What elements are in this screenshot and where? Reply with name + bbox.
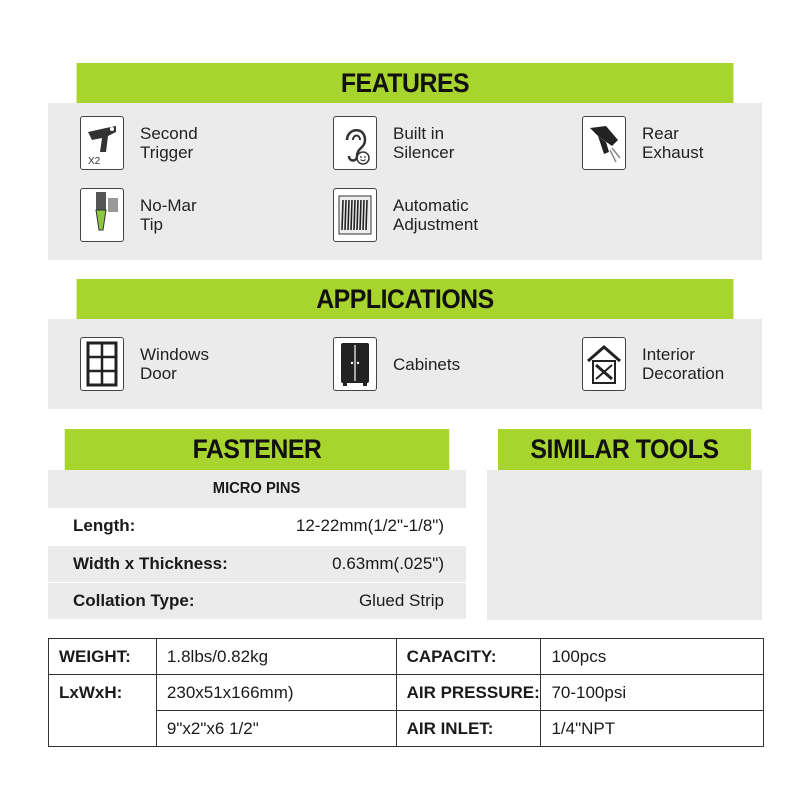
inlet-value: 1/4"NPT — [541, 711, 764, 747]
feature-no-mar-tip — [80, 188, 197, 242]
application-cabinets — [333, 337, 460, 391]
feature-second-trigger — [80, 116, 198, 170]
feature-label-line2: Trigger — [140, 143, 194, 162]
fastener-row-label: Length: — [73, 516, 136, 535]
trigger-badge: X2 — [88, 156, 101, 167]
adjustment-icon — [333, 188, 377, 242]
applications-title: APPLICATIONS — [316, 283, 494, 314]
feature-label-line1: Rear — [642, 124, 679, 143]
applications-header — [77, 279, 734, 319]
application-label-line2: Door — [140, 364, 177, 383]
no-mar-tip-icon — [80, 188, 124, 242]
application-label-line1: Cabinets — [393, 354, 461, 374]
house-tools-icon — [582, 337, 626, 391]
fastener-row-width — [48, 546, 466, 582]
dims-metric-value: 230x51x166mm) — [156, 675, 396, 711]
application-interior-decoration — [582, 337, 724, 391]
fastener-row-length — [48, 508, 466, 544]
application-label-line2: Decoration — [642, 364, 725, 383]
trigger-icon — [80, 116, 124, 170]
feature-label-line2: Adjustment — [393, 215, 479, 234]
pressure-label: AIR PRESSURE: — [396, 675, 541, 711]
capacity-label: CAPACITY: — [396, 639, 541, 675]
features-title: FEATURES — [340, 67, 470, 98]
application-label-line1: Interior — [642, 345, 695, 364]
feature-label-line2: Tip — [140, 215, 163, 234]
capacity-value: 100pcs — [541, 639, 764, 675]
feature-silencer — [333, 116, 454, 170]
feature-rear-exhaust — [582, 116, 703, 170]
spec-table — [48, 638, 764, 747]
similar-tools-title: SIMILAR TOOLS — [530, 434, 719, 464]
pressure-value: 70-100psi — [541, 675, 764, 711]
dims-label: LxWxH: — [49, 675, 157, 747]
fastener-row-label: Width x Thickness: — [73, 554, 228, 573]
spec-row-inlet — [49, 711, 764, 747]
feature-label-line1: Built in — [393, 124, 445, 143]
features-header — [77, 63, 734, 103]
ear-icon — [333, 116, 377, 170]
fastener-subtitle: MICRO PINS — [213, 480, 301, 497]
feature-automatic-adjustment — [333, 188, 478, 242]
spec-row-weight — [49, 639, 764, 675]
window-icon — [80, 337, 124, 391]
feature-label-line1: No-Mar — [140, 196, 197, 215]
fastener-row-value: 12-22mm(1/2"-1/8") — [295, 516, 444, 535]
feature-label-line1: Second — [140, 124, 198, 143]
feature-label-line2: Exhaust — [642, 143, 704, 162]
exhaust-icon — [582, 116, 626, 170]
application-windows-door — [80, 337, 209, 391]
fastener-header — [65, 429, 450, 470]
weight-value: 1.8lbs/0.82kg — [156, 639, 396, 675]
fastener-row-collation — [48, 583, 466, 619]
fastener-subtitle-row — [48, 470, 466, 508]
spec-row-dims — [49, 675, 764, 711]
cabinet-icon — [333, 337, 377, 391]
fastener-row-value: 0.63mm(.025") — [332, 554, 444, 573]
weight-label: WEIGHT: — [49, 639, 157, 675]
feature-label-line2: Silencer — [393, 143, 455, 162]
fastener-row-value: Glued Strip — [358, 591, 444, 610]
dims-imperial-value: 9"x2"x6 1/2" — [156, 711, 396, 747]
fastener-row-label: Collation Type: — [73, 591, 195, 610]
application-label-line1: Windows — [140, 345, 209, 364]
inlet-label: AIR INLET: — [396, 711, 541, 747]
fastener-title: FASTENER — [192, 434, 322, 464]
similar-tools-header — [498, 429, 751, 470]
feature-label-line1: Automatic — [393, 196, 469, 215]
similar-tools-panel — [487, 470, 762, 620]
